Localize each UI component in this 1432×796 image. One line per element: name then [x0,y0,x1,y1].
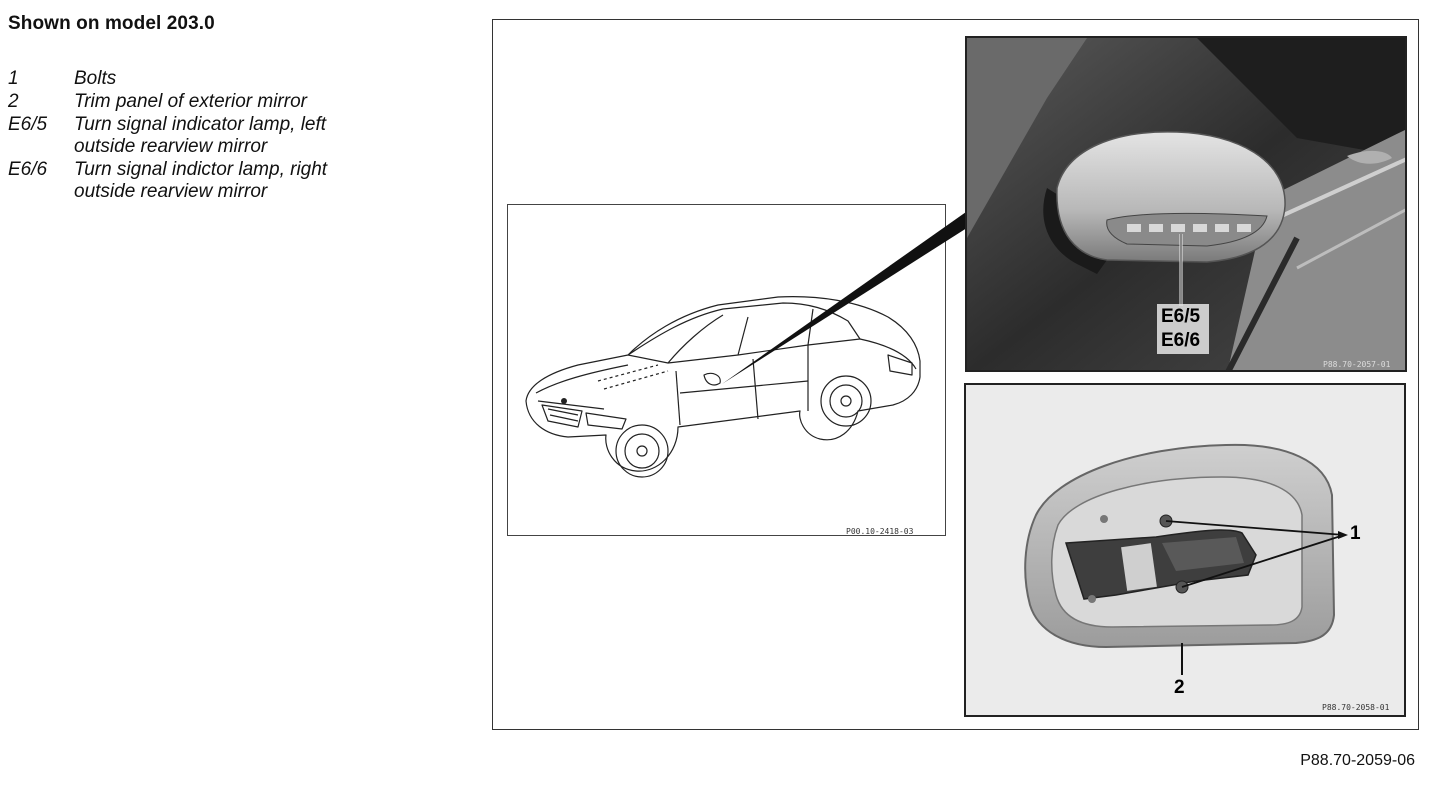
legend-desc: Turn signal indictor lamp, right [74,159,328,180]
legend-code: 1 [8,68,19,89]
mirror-photo-bottom [964,383,1406,717]
trim-panel-graphic [966,385,1406,717]
callout-2: 2 [1174,677,1185,698]
legend-item [8,67,408,90]
legend-desc: Turn signal indicator lamp, left [74,114,327,135]
callout-e6-5: E6/5 [1161,306,1201,327]
callout-1: 1 [1350,523,1361,544]
legend-desc: Bolts [74,68,117,89]
legend-code: E6/5 [8,114,48,135]
legend-code: 2 [8,91,19,112]
legend-item [8,158,408,203]
legend-item [8,90,408,113]
car-illustration [508,205,947,537]
legend-desc-cont: outside rearview mirror [74,181,268,202]
photo-bottom-reference: P88.70-2058-01 [1322,703,1390,712]
car-illustration-box [507,204,946,536]
legend-code: E6/6 [8,159,48,180]
page-heading: Shown on model 203.0 [8,13,215,34]
legend-item [8,113,408,158]
callout-e6-6: E6/6 [1161,330,1201,351]
car-reference: P00.10-2418-03 [846,527,914,536]
legend-desc: Trim panel of exterior mirror [74,91,307,112]
figure-reference: P88.70-2059-06 [1300,752,1415,769]
mirror-photo-top [965,36,1407,372]
legend-desc-cont: outside rearview mirror [74,136,268,157]
photo-top-reference: P88.70-2057-01 [1323,360,1391,369]
legend [8,67,408,203]
badge-icon [561,398,567,404]
